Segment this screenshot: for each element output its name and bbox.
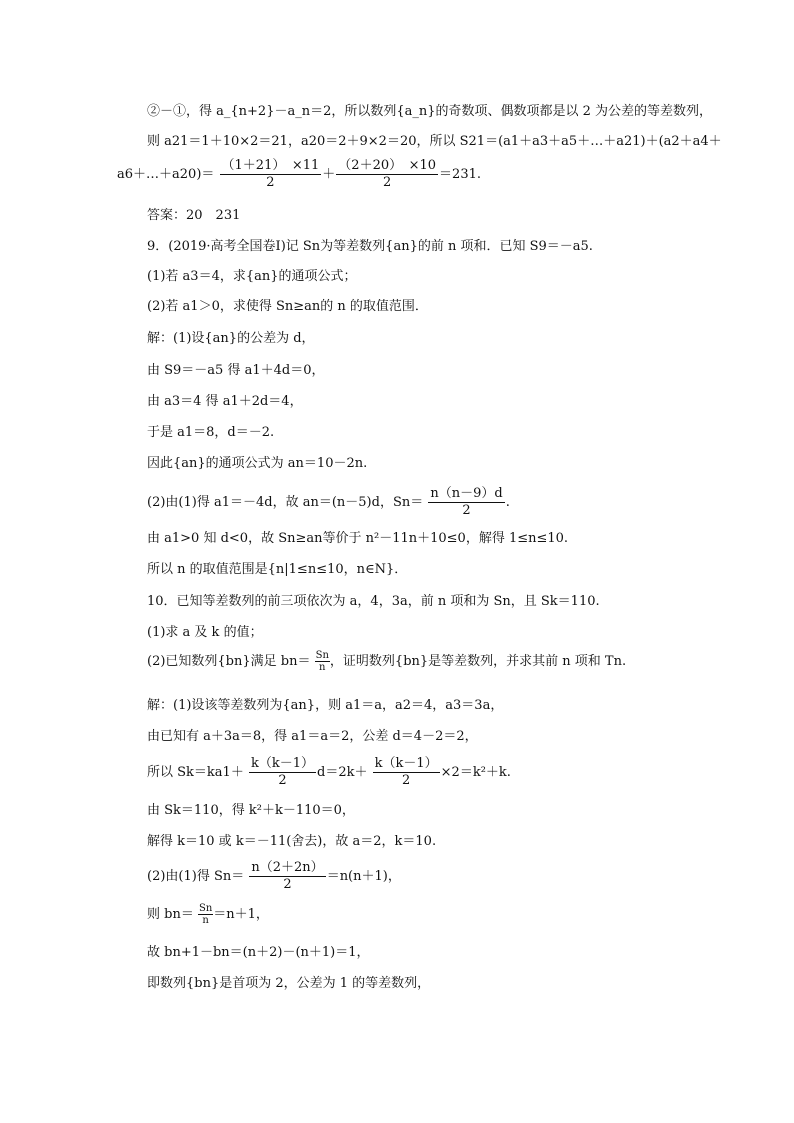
text-line: 于是 a1＝8，d＝－2. <box>147 425 275 440</box>
problem-9-title: 9．(2019·高考全国卷Ⅰ)记 Sn为等差数列{an}的前 n 项和．已知 S9＝－a5. <box>147 239 593 254</box>
formula-line <box>147 650 626 673</box>
problem-10-title: 10．已知等差数列的前三项依次为 a，4，3a，前 n 项和为 Sn，且 Sk＝110. <box>147 594 600 609</box>
text-fragment: ＝231. <box>439 167 481 182</box>
text-fragment: (2)由(1)得 Sn＝ <box>147 869 245 884</box>
text-fragment: ＝n(n＋1)， <box>326 869 401 884</box>
text-fragment: d＝2k＋ <box>317 765 368 780</box>
text-fragment: 所以 Sk＝ka1＋ <box>147 765 244 780</box>
fraction-denominator: 2 <box>266 175 275 190</box>
fraction-denominator: n <box>319 662 326 673</box>
fraction-numerator: Sn <box>198 903 213 914</box>
answer-line: 答案：20 231 <box>147 208 241 223</box>
formula-line <box>147 860 401 893</box>
fraction-numerator: （2＋20） ×10 <box>338 158 437 173</box>
fraction-numerator: n（2＋2n） <box>251 860 324 875</box>
fraction-numerator: k（k－1） <box>374 756 438 771</box>
fraction <box>428 486 504 519</box>
text-line: 故 bn+1－bn＝(n＋2)－(n＋1)＝1， <box>147 945 370 960</box>
text-line: 所以 n 的取值范围是{n|1≤n≤10，n∈N}． <box>147 562 408 577</box>
text-line: 则 a21＝1＋10×2＝21，a20＝2＋9×2＝20，所以 S21＝(a1＋a3＋a5＋…＋a21)＋(a2＋a4＋ <box>147 134 722 149</box>
text-line: 由 a3＝4 得 a1＋2d＝4， <box>147 394 303 409</box>
text-line: 由已知有 a＋3a＝8，得 a1＝a＝2，公差 d＝4－2＝2， <box>147 729 478 744</box>
text-line: 由 Sk＝110，得 k²＋k－110＝0， <box>147 803 355 818</box>
fraction-denominator: n <box>202 915 209 926</box>
text-line: 由 a1>0 知 d<0，故 Sn≥an等价于 n²－11n＋10≤0，解得 1≤n≤10. <box>147 531 569 546</box>
fraction <box>249 860 325 893</box>
text-fragment: ＝n＋1， <box>213 907 269 922</box>
fraction <box>315 650 330 673</box>
formula-line <box>147 903 269 926</box>
text-line: (1)若 a3＝4，求{an}的通项公式； <box>147 269 357 284</box>
text-line: (1)求 a 及 k 的值； <box>147 625 263 640</box>
fraction <box>373 756 440 789</box>
text-fragment: ，证明数列{bn}是等差数列，并求其前 n 项和 Tn. <box>329 654 627 669</box>
fraction <box>198 903 213 926</box>
text-fragment: 则 bn＝ <box>147 907 194 922</box>
fraction-numerator: k（k－1） <box>250 756 314 771</box>
text-line: (2)若 a1＞0，求使得 Sn≥an的 n 的取值范围． <box>147 299 428 314</box>
fraction <box>249 756 316 789</box>
fraction-numerator: n（n－9）d <box>430 486 503 501</box>
text-fragment: (2)已知数列{bn}满足 bn＝ <box>147 654 311 669</box>
text-line: ②－①，得 a_{n+2}－a_n＝2，所以数列{a_n}的奇数项、偶数项都是以 2 为公差的等差数列， <box>147 104 713 119</box>
formula-line: (2)由(1)得 a1＝－4d，故 an＝(n－5)d，Sn＝ $\frac{n(n-9)d}{2}$ . <box>147 486 510 518</box>
text-fragment: a6＋…＋a20)＝ <box>117 167 215 182</box>
text-line: 解：(1)设{an}的公差为 d， <box>147 331 315 346</box>
text-fragment: ×2＝k²＋k. <box>440 765 511 780</box>
text-line: 解：(1)设该等差数列为{an}，则 a1＝a，a2＝4，a3＝3a， <box>147 698 504 713</box>
fraction-numerator: （1＋21） ×11 <box>221 158 320 173</box>
formula-line <box>147 756 511 789</box>
text-line: 解得 k＝10 或 k＝－11(舍去)，故 a＝2，k＝10. <box>147 834 437 849</box>
fraction-numerator: Sn <box>315 650 329 661</box>
fraction-denominator: 2 <box>462 503 471 518</box>
fraction-denominator: 2 <box>383 175 392 190</box>
text-fragment: (2)由(1)得 a1＝－4d，故 an＝(n－5)d，Sn＝ <box>147 495 424 510</box>
text-line: 由 S9＝－a5 得 a1＋4d＝0， <box>147 363 325 378</box>
text-line: 因此{an}的通项公式为 an＝10－2n. <box>147 456 368 471</box>
fraction <box>336 158 438 191</box>
formula-line: a6＋…＋a20)＝ $\frac{(1+21) \times 11}{2}$ ＋ $\frac{(2+20) \times 10}{2}$ ＝231. <box>117 158 481 190</box>
fraction-denominator: 2 <box>402 773 411 788</box>
fraction <box>220 158 322 191</box>
text-line: 即数列{bn}是首项为 2，公差为 1 的等差数列， <box>147 976 431 991</box>
fraction-denominator: 2 <box>283 877 292 892</box>
fraction-denominator: 2 <box>278 773 287 788</box>
